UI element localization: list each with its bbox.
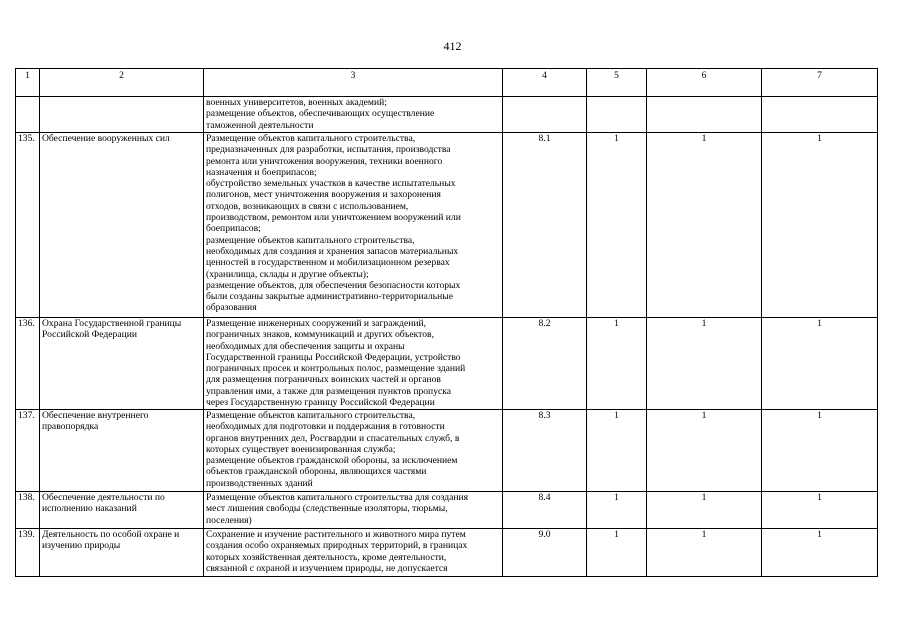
value-cell: 1 [587, 318, 647, 410]
table-row [16, 133, 878, 318]
cell-text-line: связанной с охраной и изучением природы, не допускается [206, 562, 448, 574]
cell-text-line: образования [206, 302, 257, 314]
cell-text-line: производством, ремонтом или уничтожением вооружений или [206, 212, 461, 224]
value-cell: 1 [762, 133, 878, 318]
use-name-cell [40, 133, 204, 318]
cell-text-line: боеприпасов; [206, 223, 261, 235]
cell-text-line: были созданы закрытые административно-территориальные [206, 291, 453, 303]
value-cell [762, 97, 878, 133]
value-cell: 1 [762, 318, 878, 410]
cell-text-line: Обеспечение вооруженных сил [42, 133, 170, 144]
cell-text-line: Сохранение и изучение растительного и животного мира путем [206, 529, 466, 540]
cell-text-line: производственных зданий [206, 477, 313, 489]
cell-text-line: размещение объектов, для обеспечения безопасности которых [206, 279, 461, 291]
cell-text-line: необходимых для создания и хранения запасов материальных [206, 245, 459, 257]
value-cell: 1 [587, 492, 647, 529]
cell-text-line: мест лишения свободы (следственные изоляторы, тюрьмы, [206, 503, 448, 515]
cell-text-line: органов внутренних дел, Росгвардии и спасательных служб, в [206, 432, 460, 444]
use-name-cell [40, 492, 204, 529]
cell-text-line: размещение объектов гражданской обороны, за исключением [206, 455, 458, 467]
value-cell: 1 [647, 318, 762, 410]
use-description-cell [204, 529, 503, 577]
column-header: 7 [762, 69, 878, 97]
cell-text-line: поселения) [206, 514, 252, 526]
cell-text-line: управления ими, а также для размещения пунктов пропуска [206, 385, 452, 397]
cell-text-line: обустройство земельных участков в качестве испытательных [206, 178, 456, 190]
row-number-cell: 137. [16, 410, 40, 492]
cell-text-line: военных университетов, военных академий; [206, 97, 387, 108]
row-number-cell: 136. [16, 318, 40, 410]
cell-text-line: создания особо охраняемых природных территорий, в границах [206, 540, 468, 552]
row-number-cell [16, 97, 40, 133]
use-name-cell [40, 529, 204, 577]
cell-text-line: Государственной границы Российской Федерации, устройство [206, 351, 461, 363]
column-header: 4 [503, 69, 587, 97]
cell-text-line: таможенной деятельности [206, 119, 314, 131]
column-header: 3 [204, 69, 503, 97]
use-code-cell: 8.4 [503, 492, 587, 529]
value-cell: 1 [647, 492, 762, 529]
cell-text-line: Российской Федерации [42, 329, 137, 341]
use-name-cell [40, 318, 204, 410]
value-cell: 1 [587, 133, 647, 318]
cell-text-line: полигонов, мест уничтожения вооружения и захоронения [206, 189, 441, 201]
use-code-cell: 8.3 [503, 410, 587, 492]
column-header: 2 [40, 69, 204, 97]
value-cell: 1 [587, 529, 647, 577]
land-use-table [15, 68, 878, 577]
table-header-row [16, 69, 878, 97]
use-name-cell [40, 97, 204, 133]
value-cell [647, 97, 762, 133]
table-row [16, 97, 878, 133]
value-cell: 1 [762, 529, 878, 577]
cell-text-line: Деятельность по особой охране и [42, 529, 180, 540]
table-row [16, 318, 878, 410]
cell-text-line: исполнению наказаний [42, 503, 137, 515]
use-description-cell [204, 318, 503, 410]
cell-text-line: отходов, возникающих в связи с использованием, [206, 200, 409, 212]
cell-text-line: размещение объектов капитального строительства, [206, 234, 415, 246]
cell-text-line: Размещение объектов капитального строительства, [206, 133, 416, 144]
column-header: 6 [647, 69, 762, 97]
cell-text-line: правопорядка [42, 421, 99, 433]
use-description-cell [204, 492, 503, 529]
value-cell: 1 [647, 529, 762, 577]
page-number: 412 [443, 39, 462, 53]
use-name-cell [40, 410, 204, 492]
cell-text-line: (хранилища, склады и другие объекты); [206, 268, 369, 280]
cell-text-line: объектов гражданской обороны, являющихся частями [206, 466, 427, 478]
use-code-cell: 8.2 [503, 318, 587, 410]
use-description-cell [204, 410, 503, 492]
cell-text-line: необходимых для обеспечения защиты и охраны [206, 340, 405, 352]
row-number-cell: 138. [16, 492, 40, 529]
cell-text-line: назначения и боеприпасов; [206, 166, 317, 178]
table-row [16, 529, 878, 577]
cell-text-line: пограничных просек и контрольных полос, размещение зданий [206, 363, 466, 375]
cell-text-line: изучению природы [42, 540, 121, 552]
cell-text-line: необходимых для подготовки и поддержания в готовности [206, 421, 445, 433]
use-code-cell: 9.0 [503, 529, 587, 577]
cell-text-line: пограничных знаков, коммуникаций и других объектов, [206, 329, 434, 341]
row-number-cell: 139. [16, 529, 40, 577]
column-header: 1 [16, 69, 40, 97]
cell-text-line: предназначенных для разработки, испытания, производства [206, 144, 451, 156]
cell-text-line: Охрана Государственной границы [42, 318, 182, 329]
value-cell: 1 [647, 410, 762, 492]
value-cell: 1 [762, 410, 878, 492]
cell-text-line: которых существует военизированная служба; [206, 443, 396, 455]
cell-text-line: Размещение объектов капитального строительства для создания [206, 492, 469, 503]
cell-text-line: Размещение инженерных сооружений и заграждений, [206, 318, 427, 329]
row-number-cell: 135. [16, 133, 40, 318]
use-description-cell [204, 97, 503, 133]
table-row [16, 492, 878, 529]
table-row [16, 410, 878, 492]
cell-text-line: для размещения пограничных воинских частей и органов [206, 374, 441, 386]
use-code-cell: 8.1 [503, 133, 587, 318]
use-description-cell [204, 133, 503, 318]
cell-text-line: Обеспечение деятельности по [42, 492, 165, 503]
cell-text-line: через Государственную границу Российской Федерации [206, 397, 435, 409]
cell-text-line: Размещение объектов капитального строительства, [206, 410, 416, 421]
cell-text-line: которых хозяйственная деятельность, кроме деятельности, [206, 551, 447, 563]
cell-text-line: размещение объектов, обеспечивающих осуществление [206, 108, 435, 120]
cell-text-line: ремонта или уничтожения вооружения, техники военного [206, 155, 443, 167]
cell-text-line: ценностей в государственном и мобилизационном резервах [206, 257, 450, 269]
value-cell: 1 [762, 492, 878, 529]
column-header: 5 [587, 69, 647, 97]
cell-text-line: Обеспечение внутреннего [42, 410, 149, 421]
value-cell [587, 97, 647, 133]
use-code-cell [503, 97, 587, 133]
value-cell: 1 [647, 133, 762, 318]
value-cell: 1 [587, 410, 647, 492]
